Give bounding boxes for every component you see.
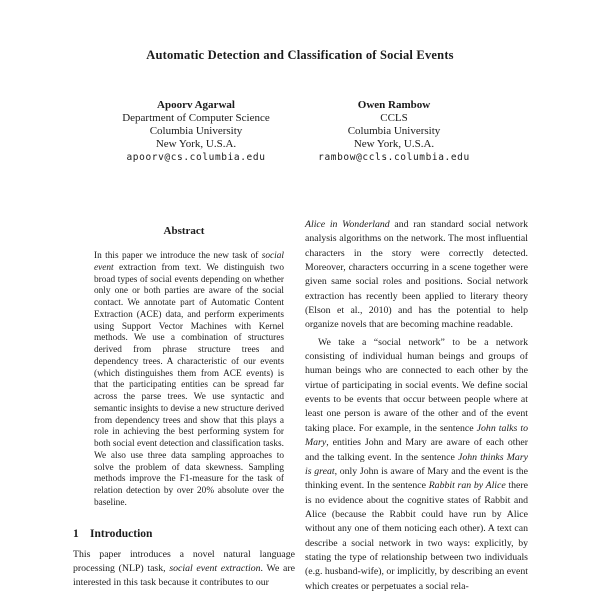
author-2-name: Owen Rambow: [357, 99, 431, 111]
author-1-department: Department of Computer Science: [122, 112, 270, 124]
abstract-text: In this paper we introduce the new task of social event extraction from text. We distinguish two broad types of social events depending on whether only one or both parties are aware of the social contact. We annotate part of Automatic Content Extraction (ACE) data, and perform experiments using Support Vector Machines with Kernel methods. We use a combination of structures derived from phrase structure trees and dependency trees. A characteristic of our events (which distinguishes them from ACE events) is that the participating entities can be spread far across the parse trees. We use syntactic and semantic insights to devise a new structure derived from dependency trees and show that this plays a role in achieving the best performing system for both social event detection and classification tasks. We also use three data sampling approaches to solve the problem of data skewness. Sampling methods improve the F1-measure for the task of relation detection by over 20% absolute over the baseline.: [94, 251, 284, 508]
author-1-email: apoorv@cs.columbia.edu: [126, 152, 266, 163]
author-block-row: [0, 99, 600, 169]
abstract-heading: Abstract: [163, 225, 205, 237]
right-column: [305, 218, 528, 594]
section-title: Introduction: [90, 527, 153, 540]
left-column: [73, 220, 295, 591]
author-2-location: New York, U.S.A.: [353, 138, 435, 150]
section-number: 1: [73, 527, 79, 540]
right-column-paragraph-1: Alice in Wonderland and ran standard social network analysis algorithms on the network. The most influential characters in the story were correctly detected. Moreover, characters occurring in a scene together were given same social roles and positions. Social network extraction has recently been applied to literary theory (Elson et al., 2010) and has the potential to help organize novels that are becoming machine readable.: [305, 219, 528, 331]
author-1-name: Apoorv Agarwal: [157, 99, 235, 111]
author-2-department: CCLS: [380, 112, 408, 124]
right-column-paragraph-2: We take a “social network” to be a network consisting of individual human beings and groups of human beings who are connected to each other by the virtue of participating in social events. We define social events to be events that occur between people where at least one person is aware of the other and of the event taking place. For example, in the sentence John talks to Mary, entities John and Mary are aware of each other and the talking event. In the sentence John thinks Mary is great, only John is aware of Mary and the event is the thinking event. In the sentence Rabbit ran by Alice there is no evidence about the cognitive states of Rabbit and Alice (because the Rabbit could have run by Alice without any one of them noticing each other). A text can describe a social network in two ways: explicitly, by stating the type of relationship between two individuals (e.g. husband-wife), or implicitly, by describing an event which creates or perpetuates a social rela-: [305, 336, 528, 592]
author-block-2: [284, 99, 504, 165]
author-2-university: Columbia University: [347, 125, 441, 137]
author-1-university: Columbia University: [149, 125, 243, 137]
section-heading-introduction: [73, 527, 295, 541]
author-block-1: [86, 99, 306, 165]
introduction-paragraph: This paper introduces a novel natural language processing (NLP) task, social event extraction. We are interested in this task because it contributes to our: [73, 548, 295, 589]
paper-title: Automatic Detection and Classification of Social Events: [146, 48, 454, 62]
author-2-email: rambow@ccls.columbia.edu: [318, 152, 470, 163]
author-1-location: New York, U.S.A.: [155, 138, 237, 150]
